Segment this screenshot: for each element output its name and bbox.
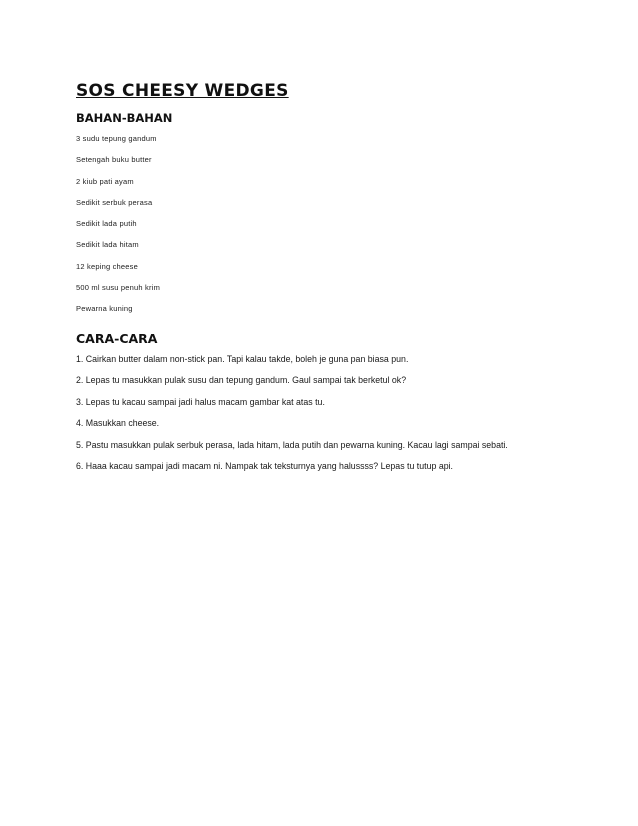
ingredient-item: 500 ml susu penuh krim: [76, 283, 161, 293]
steps-list: [76, 354, 596, 483]
document-page: [76, 78, 596, 483]
ingredient-item: Sedikit serbuk perasa: [76, 197, 153, 207]
step-item: 2. Lepas tu masukkan pulak susu dan tepung gandum. Gaul sampai tak berketul ok?: [76, 375, 407, 386]
ingredient-item: 3 sudu tepung gandum: [76, 134, 157, 143]
ingredient-item: Sedikit lada putih: [76, 219, 137, 229]
document-title: SOS CHEESY WEDGES: [76, 81, 289, 101]
ingredient-item: 12 keping cheese: [76, 261, 138, 271]
step-item: 3. Lepas tu kacau sampai jadi halus macam gambar kat atas tu.: [76, 396, 325, 407]
step-item: 6. Haaa kacau sampai jadi macam ni. Nampak tak teksturnya yang halussss? Lepas tu tutup api.: [76, 461, 454, 472]
step-item: 4. Masukkan cheese.: [76, 418, 160, 429]
ingredients-list: [76, 134, 596, 326]
step-item: 1. Cairkan butter dalam non-stick pan. Tapi kalau takde, boleh je guna pan biasa pun.: [76, 353, 409, 364]
step-item: 5. Pastu masukkan pulak serbuk perasa, lada hitam, lada putih dan pewarna kuning. Kacau lagi sampai sebati.: [76, 439, 508, 450]
ingredient-item: Sedikit lada hitam: [76, 240, 139, 250]
ingredients-heading: BAHAN-BAHAN: [76, 111, 173, 125]
ingredient-item: 2 kiub pati ayam: [76, 176, 134, 186]
steps-heading: CARA-CARA: [76, 330, 158, 346]
ingredient-item: Pewarna kuning: [76, 304, 133, 314]
ingredient-item: Setengah buku butter: [76, 155, 152, 165]
